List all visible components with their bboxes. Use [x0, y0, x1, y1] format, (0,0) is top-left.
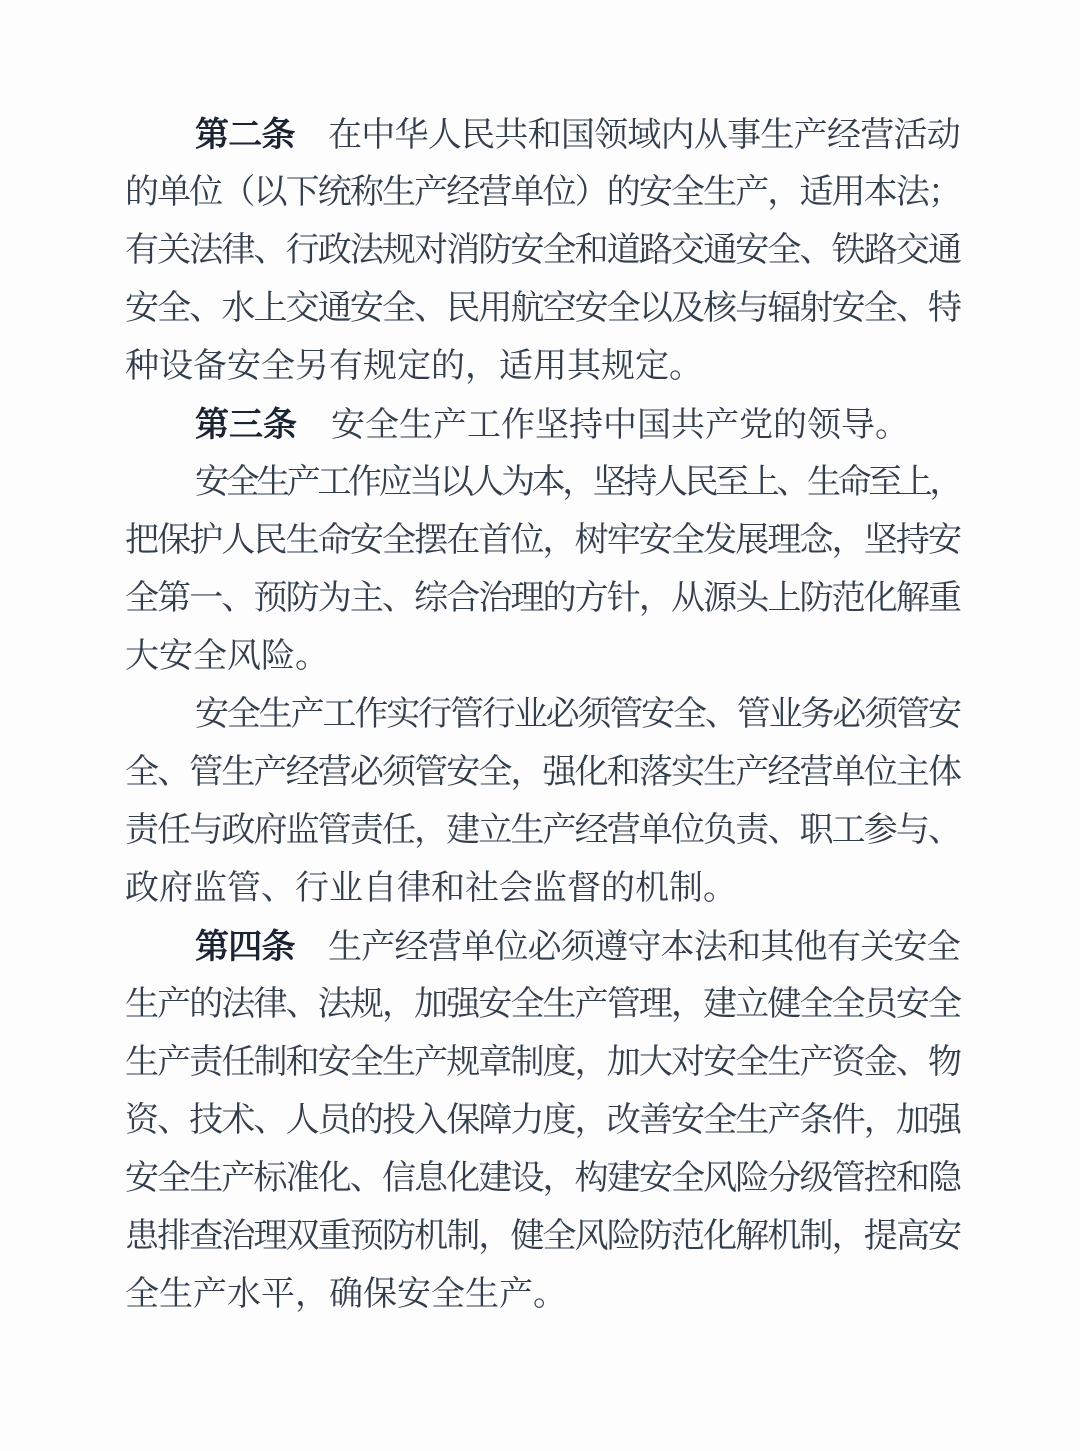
line-content: [125, 870, 737, 907]
text-line: [125, 1208, 960, 1266]
text-line: [125, 222, 960, 280]
line-text: 把保护人民生命安全摆在首位，树牢安全发展理念，坚持安: [125, 522, 961, 559]
text-line: [125, 918, 960, 976]
line-content: [125, 522, 960, 559]
text-line: [125, 1034, 960, 1092]
line-content: [125, 1276, 567, 1313]
document-page: [125, 106, 960, 1324]
text-line: [125, 1092, 960, 1150]
line-content: [125, 290, 960, 327]
text-line: [125, 280, 960, 338]
line-content: [195, 407, 909, 444]
article-number: 第二条: [195, 116, 295, 154]
line-text: 在中华人民共和国领域内从事生产经营活动: [294, 117, 960, 154]
text-line: [125, 1150, 960, 1208]
line-text: 安全、水上交通安全、民用航空安全以及核与辐射安全、特: [125, 290, 961, 327]
line-content: [125, 1218, 960, 1255]
line-text: 生产经营单位必须遵守本法和其他有关安全: [294, 929, 960, 966]
line-content: [195, 929, 960, 966]
text-line: [125, 338, 960, 396]
text-line: [125, 570, 960, 628]
line-text: 责任与政府监管责任，建立生产经营单位负责、职工参与、: [125, 812, 961, 849]
line-content: [125, 754, 960, 791]
line-text: 有关法律、行政法规对消防安全和道路交通安全、铁路交通: [125, 232, 961, 269]
line-content: [125, 174, 960, 211]
text-line: [125, 454, 960, 512]
line-content: [195, 696, 960, 733]
text-line: [125, 1266, 960, 1324]
text-line: [125, 512, 960, 570]
line-text: 种设备安全另有规定的，适用其规定。: [125, 348, 703, 385]
line-content: [195, 464, 960, 501]
line-content: [125, 348, 703, 385]
line-text: 安全生产工作坚持中国共产党的领导。: [297, 407, 909, 444]
line-content: [195, 117, 960, 154]
line-content: [125, 1102, 960, 1139]
line-content: [125, 1044, 960, 1081]
text-line: [125, 802, 960, 860]
article-number: 第三条: [195, 406, 297, 444]
text-line: [125, 976, 960, 1034]
text-line: [125, 686, 960, 744]
line-text: 安全生产工作应当以人为本，坚持人民至上、生命至上，: [195, 464, 960, 501]
line-text: 生产的法律、法规，加强安全生产管理，建立健全全员安全: [125, 986, 961, 1023]
line-content: [125, 580, 960, 617]
line-text: 的单位（以下统称生产经营单位）的安全生产，适用本法；: [125, 174, 961, 211]
line-text: 安全生产标准化、信息化建设，构建安全风险分级管控和隐: [125, 1160, 961, 1197]
line-text: 全第一、预防为主、综合治理的方针，从源头上防范化解重: [125, 580, 961, 617]
line-content: [125, 638, 329, 675]
line-text: 全生产水平，确保安全生产。: [125, 1276, 567, 1313]
text-line: [125, 744, 960, 802]
text-line: [125, 106, 960, 164]
text-line: [125, 860, 960, 918]
line-text: 患排查治理双重预防机制，健全风险防范化解机制，提高安: [125, 1218, 961, 1255]
line-content: [125, 986, 960, 1023]
line-text: 政府监管、行业自律和社会监督的机制。: [125, 870, 737, 907]
article-number: 第四条: [195, 928, 295, 966]
line-text: 安全生产工作实行管行业必须管安全、管业务必须管安: [195, 696, 960, 733]
line-content: [125, 812, 960, 849]
text-line: [125, 628, 960, 686]
line-text: 大安全风险。: [125, 638, 329, 675]
line-text: 资、技术、人员的投入保障力度，改善安全生产条件，加强: [125, 1102, 961, 1139]
text-line: [125, 164, 960, 222]
text-line: [125, 396, 960, 454]
line-text: 生产责任制和安全生产规章制度，加大对安全生产资金、物: [125, 1044, 961, 1081]
line-content: [125, 232, 960, 269]
line-text: 全、管生产经营必须管安全，强化和落实生产经营单位主体: [125, 754, 961, 791]
line-content: [125, 1160, 960, 1197]
